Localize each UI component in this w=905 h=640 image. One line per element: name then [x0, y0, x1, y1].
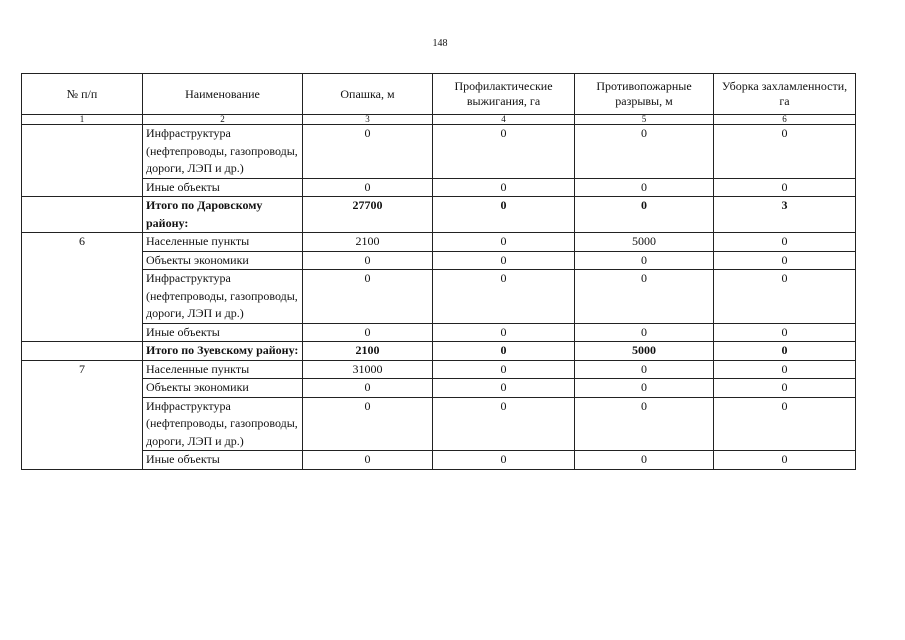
- row-number: [22, 125, 143, 197]
- cell-firebreaks: 0: [575, 451, 714, 470]
- table-row: [22, 323, 856, 342]
- cell-cleanup: 0: [714, 360, 856, 379]
- cell-cleanup: 0: [714, 323, 856, 342]
- cell-cleanup: 0: [714, 342, 856, 361]
- cell-firebreaks: 0: [575, 197, 714, 233]
- row-name: Объекты экономики: [143, 251, 303, 270]
- header-row: [22, 74, 856, 115]
- cell-firebreaks: 0: [575, 251, 714, 270]
- cell-burning: 0: [433, 197, 575, 233]
- column-number: 6: [714, 115, 856, 125]
- table-row: [22, 251, 856, 270]
- header-number: № п/п: [22, 74, 143, 115]
- column-number-row: [22, 115, 856, 125]
- table-row: [22, 379, 856, 398]
- cell-burning: 0: [433, 270, 575, 324]
- table-row: [22, 360, 856, 379]
- cell-plowing: 0: [303, 178, 433, 197]
- header-name: Наименование: [143, 74, 303, 115]
- cell-firebreaks: 0: [575, 178, 714, 197]
- row-name: Иные объекты: [143, 451, 303, 470]
- table-row: [22, 451, 856, 470]
- total-row: [22, 342, 856, 361]
- table-row: [22, 233, 856, 252]
- row-name: Итого по Зуевскому району:: [143, 342, 303, 361]
- cell-plowing: 31000: [303, 360, 433, 379]
- cell-plowing: 0: [303, 379, 433, 398]
- cell-plowing: 0: [303, 125, 433, 179]
- row-name: Инфраструктура (нефтепроводы, газопроводы, дороги, ЛЭП и др.): [143, 125, 303, 179]
- cell-firebreaks: 5000: [575, 342, 714, 361]
- cell-burning: 0: [433, 178, 575, 197]
- cell-cleanup: 0: [714, 379, 856, 398]
- header-burning: Профилактические выжигания, га: [433, 74, 575, 115]
- row-number: [22, 342, 143, 361]
- row-name: Населенные пункты: [143, 233, 303, 252]
- fire-prevention-table: [21, 73, 856, 470]
- cell-burning: 0: [433, 360, 575, 379]
- cell-plowing: 2100: [303, 342, 433, 361]
- header-firebreaks: Противопожарные разрывы, м: [575, 74, 714, 115]
- cell-firebreaks: 0: [575, 270, 714, 324]
- cell-plowing: 0: [303, 397, 433, 451]
- total-row: [22, 197, 856, 233]
- cell-plowing: 2100: [303, 233, 433, 252]
- row-name: Населенные пункты: [143, 360, 303, 379]
- cell-burning: 0: [433, 342, 575, 361]
- table-row: [22, 397, 856, 451]
- row-name: Иные объекты: [143, 323, 303, 342]
- table-row: [22, 125, 856, 179]
- cell-plowing: 0: [303, 270, 433, 324]
- cell-cleanup: 0: [714, 125, 856, 179]
- column-number: 4: [433, 115, 575, 125]
- cell-plowing: 0: [303, 251, 433, 270]
- page-number: 148: [432, 38, 448, 49]
- column-number: 2: [143, 115, 303, 125]
- cell-cleanup: 3: [714, 197, 856, 233]
- row-name: Итого по Даровскому району:: [143, 197, 303, 233]
- table-row: [22, 270, 856, 324]
- cell-burning: 0: [433, 125, 575, 179]
- cell-cleanup: 0: [714, 397, 856, 451]
- header-cleanup: Уборка захламленности, га: [714, 74, 856, 115]
- cell-burning: 0: [433, 251, 575, 270]
- header-plowing: Опашка, м: [303, 74, 433, 115]
- row-name: Иные объекты: [143, 178, 303, 197]
- cell-plowing: 0: [303, 323, 433, 342]
- cell-cleanup: 0: [714, 233, 856, 252]
- column-number: 5: [575, 115, 714, 125]
- cell-burning: 0: [433, 323, 575, 342]
- cell-firebreaks: 0: [575, 125, 714, 179]
- table-row: [22, 178, 856, 197]
- cell-firebreaks: 0: [575, 397, 714, 451]
- cell-burning: 0: [433, 379, 575, 398]
- column-number: 3: [303, 115, 433, 125]
- row-name: Инфраструктура (нефтепроводы, газопроводы, дороги, ЛЭП и др.): [143, 397, 303, 451]
- row-number: [22, 197, 143, 233]
- cell-cleanup: 0: [714, 451, 856, 470]
- column-number: 1: [22, 115, 143, 125]
- cell-plowing: 0: [303, 451, 433, 470]
- row-number: 7: [22, 360, 143, 469]
- cell-burning: 0: [433, 397, 575, 451]
- cell-cleanup: 0: [714, 251, 856, 270]
- cell-firebreaks: 0: [575, 360, 714, 379]
- cell-firebreaks: 5000: [575, 233, 714, 252]
- row-name: Инфраструктура (нефтепроводы, газопроводы, дороги, ЛЭП и др.): [143, 270, 303, 324]
- row-number: 6: [22, 233, 143, 342]
- cell-plowing: 27700: [303, 197, 433, 233]
- cell-cleanup: 0: [714, 270, 856, 324]
- cell-cleanup: 0: [714, 178, 856, 197]
- cell-firebreaks: 0: [575, 379, 714, 398]
- cell-burning: 0: [433, 233, 575, 252]
- row-name: Объекты экономики: [143, 379, 303, 398]
- cell-firebreaks: 0: [575, 323, 714, 342]
- cell-burning: 0: [433, 451, 575, 470]
